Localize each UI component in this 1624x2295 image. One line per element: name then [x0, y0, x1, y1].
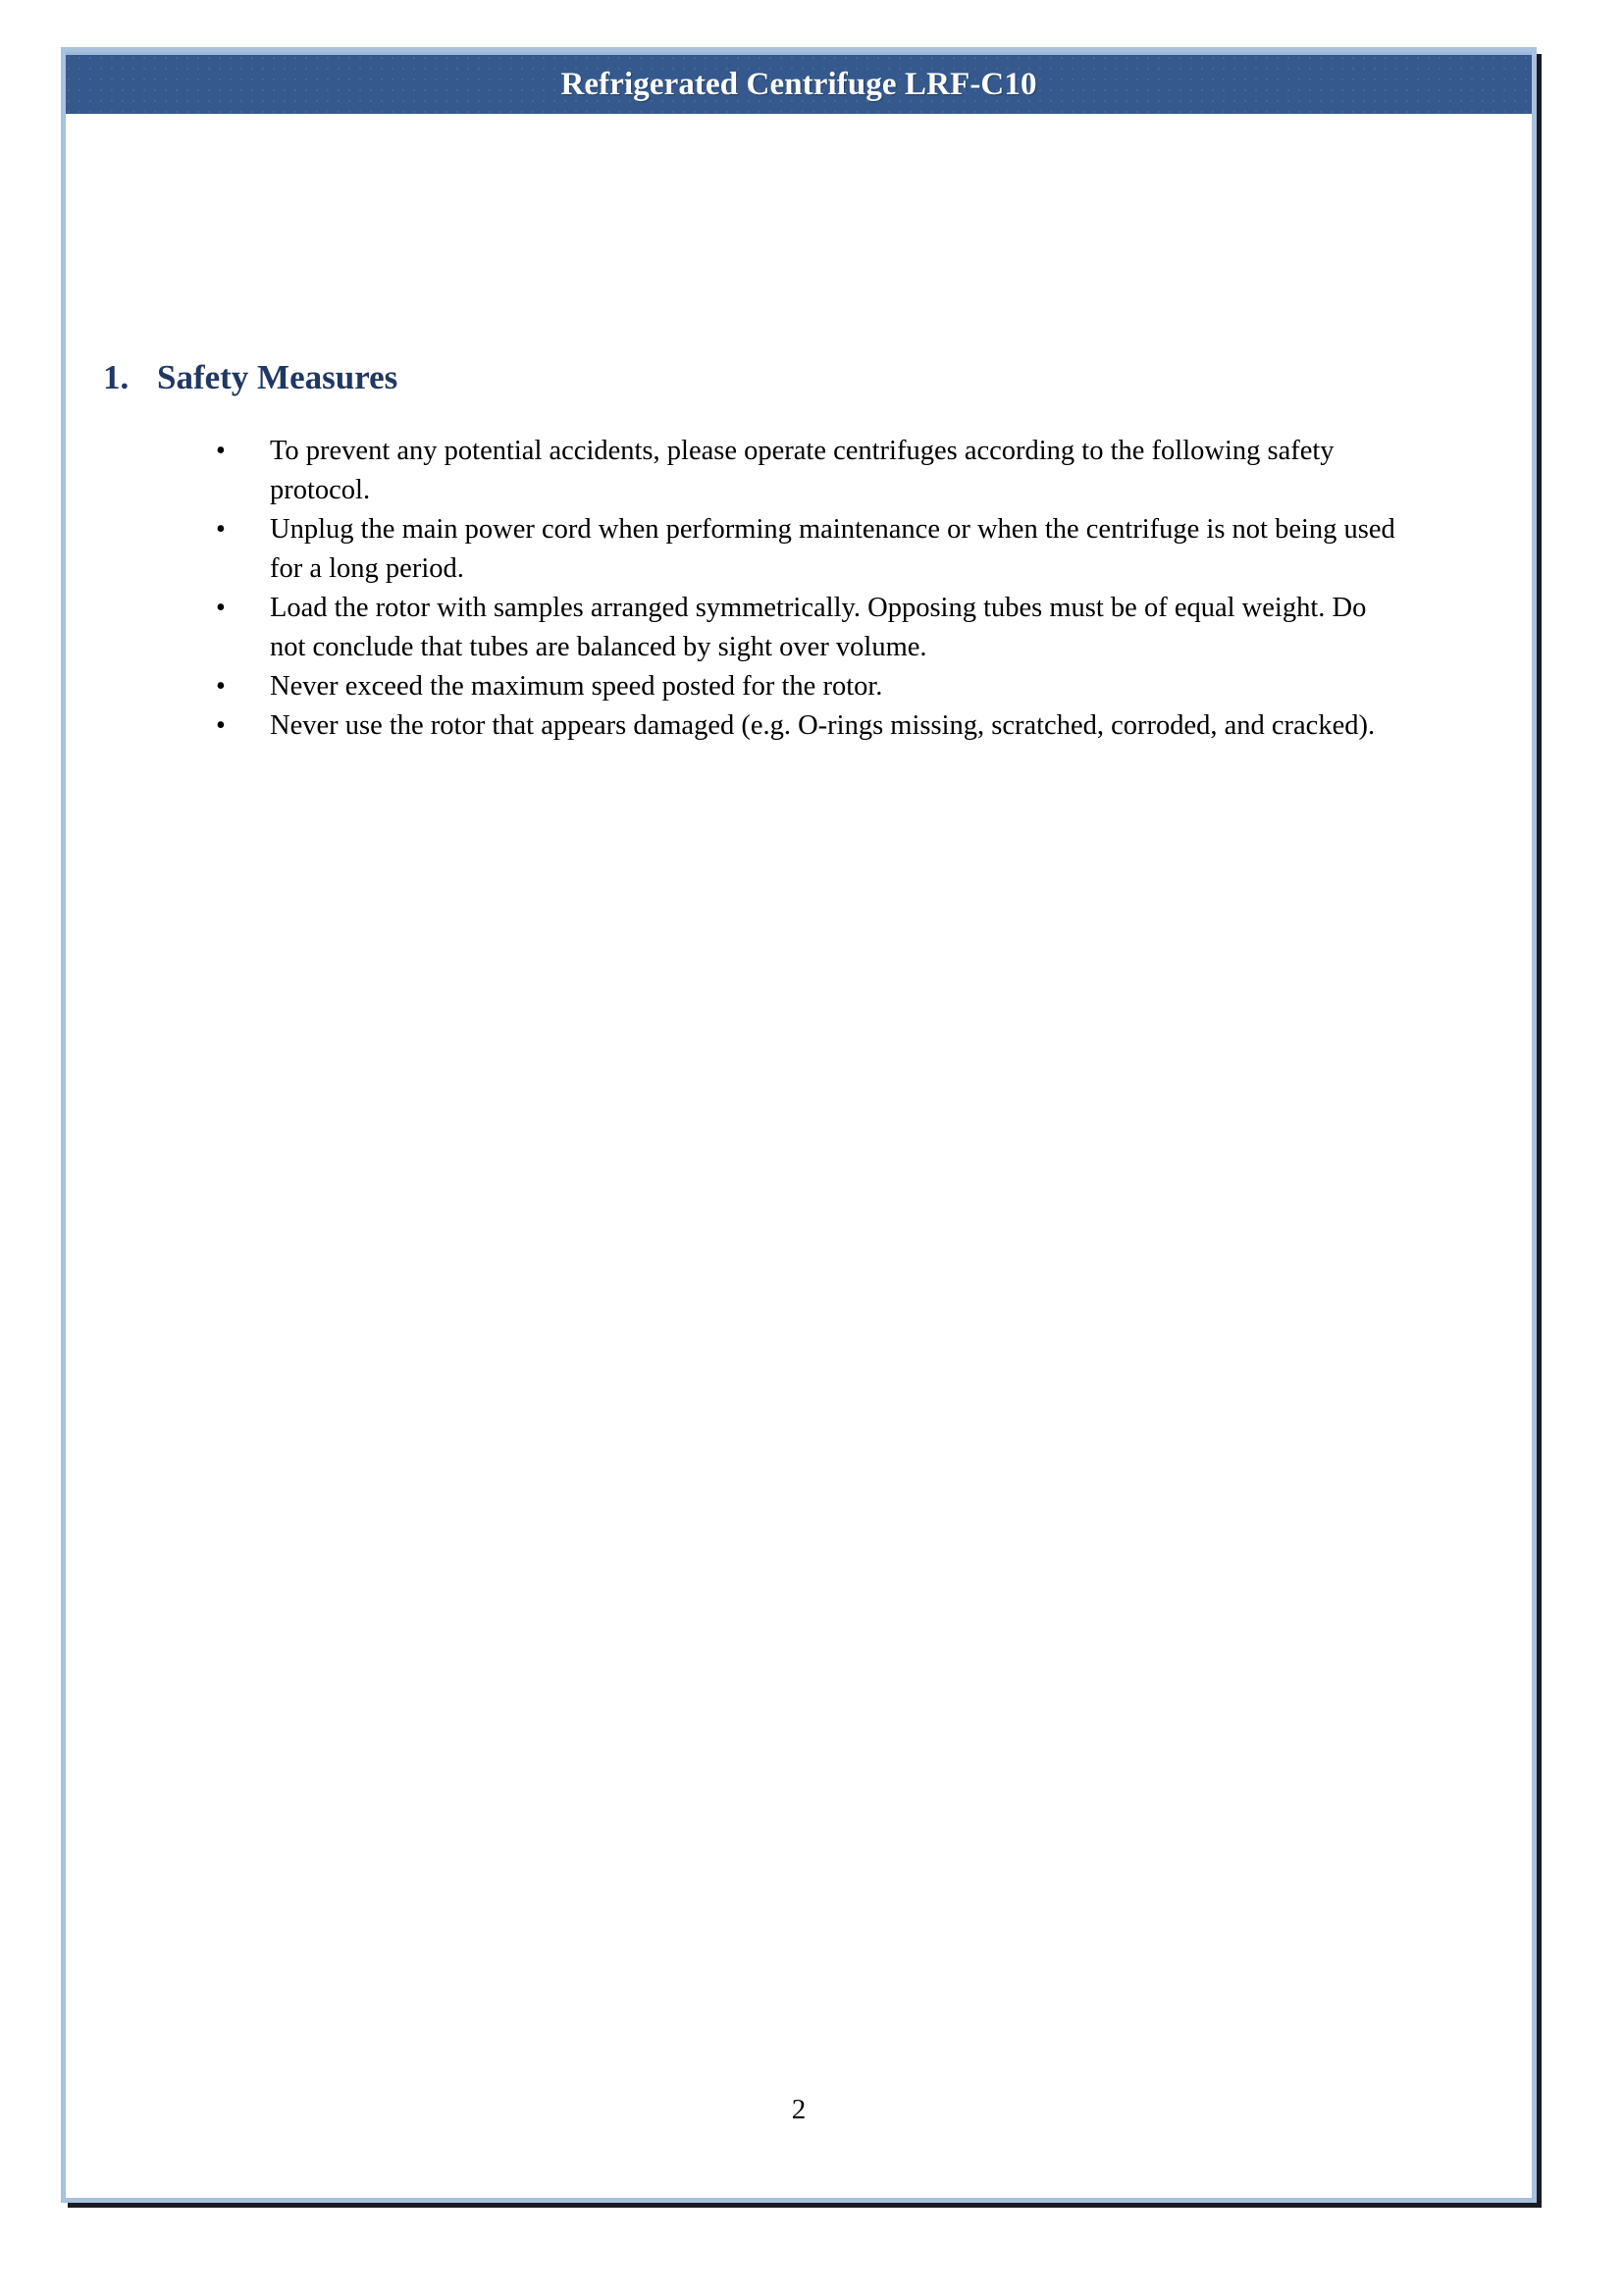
list-item: [66, 432, 1532, 510]
list-item-text: Load the rotor with samples arranged symmetrically. Opposing tubes must be of equal weight. Do not conclude that tubes are balanced by sight over volume.: [270, 593, 1367, 662]
page-header-banner: [66, 52, 1532, 114]
section-number: 1.: [103, 358, 130, 396]
section-title: Safety Measures: [157, 358, 398, 396]
document-page: [61, 47, 1537, 2203]
bullet-icon: •: [216, 710, 226, 741]
list-item-text: Never exceed the maximum speed posted for the rotor.: [270, 671, 883, 702]
safety-bullet-list: [66, 432, 1532, 746]
page-content: [66, 114, 1532, 2198]
bullet-icon: •: [216, 436, 226, 466]
list-item: [66, 706, 1532, 746]
bullet-icon: •: [216, 593, 226, 623]
list-item-text: Unplug the main power cord when performing maintenance or when the centrifuge is not being used for a long period.: [270, 514, 1395, 584]
bullet-icon: •: [216, 671, 226, 702]
section-heading: [103, 358, 397, 397]
list-item: [66, 667, 1532, 706]
bullet-icon: •: [216, 514, 226, 545]
list-item: [66, 510, 1532, 589]
page-number: 2: [791, 2094, 807, 2125]
document-title: Refrigerated Centrifuge LRF-C10: [560, 66, 1037, 102]
list-item-text: Never use the rotor that appears damaged (e.g. O-rings missing, scratched, corroded, and cracked).: [270, 710, 1376, 741]
list-item: [66, 589, 1532, 667]
list-item-text: To prevent any potential accidents, please operate centrifuges according to the following safety protocol.: [270, 436, 1335, 505]
